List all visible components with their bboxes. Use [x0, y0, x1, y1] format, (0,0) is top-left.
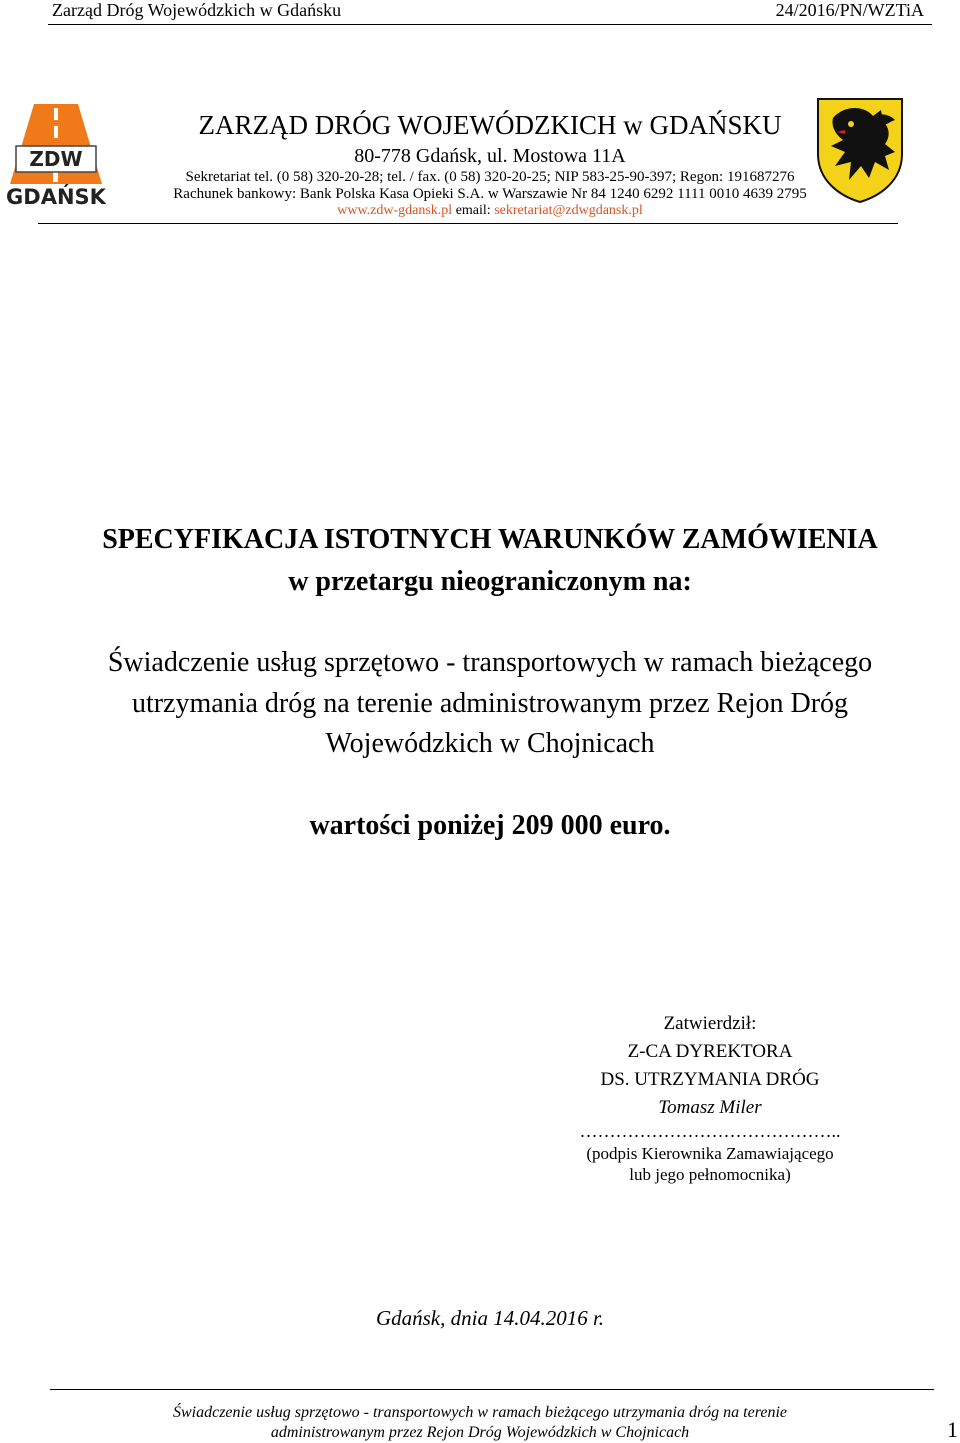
- approval-role-2: DS. UTRZYMANIA DRÓG: [600, 1069, 820, 1090]
- subject-line-1: Świadczenie usług sprzętowo - transportowych w ramach bieżącego: [107, 647, 873, 678]
- footer-line-1: Świadczenie usług sprzętowo - transportowych w ramach bieżącego utrzymania dróg na terenie: [172, 1404, 788, 1421]
- running-header-left: Zarząd Dróg Wojewódzkich w Gdańsku: [52, 0, 342, 20]
- document-subtitle: w przetargu nieograniczonym na:: [288, 566, 692, 597]
- logo-text-zdw: ZDW: [29, 147, 83, 171]
- document-title: SPECYFIKACJA ISTOTNYCH WARUNKÓW ZAMÓWIENIA: [102, 524, 878, 555]
- page-number: 1: [947, 1417, 958, 1442]
- zdw-logo: [6, 104, 106, 208]
- signature-note-1: (podpis Kierownika Zamawiającego: [586, 1144, 834, 1163]
- value-note: wartości poniżej 209 000 euro.: [309, 810, 671, 841]
- signature-dots: ……………………………………..: [579, 1121, 841, 1141]
- website-link[interactable]: www.zdw-gdansk.pl: [337, 203, 453, 218]
- place-date: Gdańsk, dnia 14.04.2016 r.: [375, 1306, 605, 1330]
- footer-divider: [50, 1389, 934, 1390]
- email-label: email:: [455, 203, 491, 218]
- letterhead-links: [110, 203, 870, 219]
- approval-role-1: Z-CA DYREKTORA: [627, 1041, 793, 1062]
- letterhead-contact: Sekretariat tel. (0 58) 320-20-28; tel. / fax. (0 58) 320-20-25; NIP 583-25-90-397; Regon: 191687276: [185, 169, 795, 185]
- email-link[interactable]: sekretariat@zdwgdansk.pl: [494, 203, 643, 218]
- letterhead-bank: Rachunek bankowy: Bank Polska Kasa Opieki S.A. w Warszawie Nr 84 1240 6292 1111 0010 4639 2795: [173, 186, 807, 202]
- letterhead-divider: [38, 223, 898, 224]
- running-header-right: 24/2016/PN/WZTiA: [775, 0, 924, 20]
- subject-line-3: Wojewódzkich w Chojnicach: [325, 728, 655, 759]
- approval-label: Zatwierdził:: [663, 1013, 757, 1034]
- letterhead-address: 80-778 Gdańsk, ul. Mostowa 11A: [354, 145, 626, 167]
- subject-line-2: utrzymania dróg na terenie administrowanym przez Rejon Dróg: [131, 688, 849, 719]
- running-header-divider: [48, 24, 932, 25]
- logo-text-gdansk: GDAŃSK: [6, 185, 106, 208]
- signature-note-2: lub jego pełnomocnika): [629, 1165, 791, 1184]
- footer-line-2: administrowanym przez Rejon Dróg Wojewódzkich w Chojnicach: [270, 1424, 690, 1441]
- letterhead-title: ZARZĄD DRÓG WOJEWÓDZKICH w GDAŃSKU: [198, 110, 782, 140]
- approval-name: Tomasz Miler: [658, 1097, 762, 1118]
